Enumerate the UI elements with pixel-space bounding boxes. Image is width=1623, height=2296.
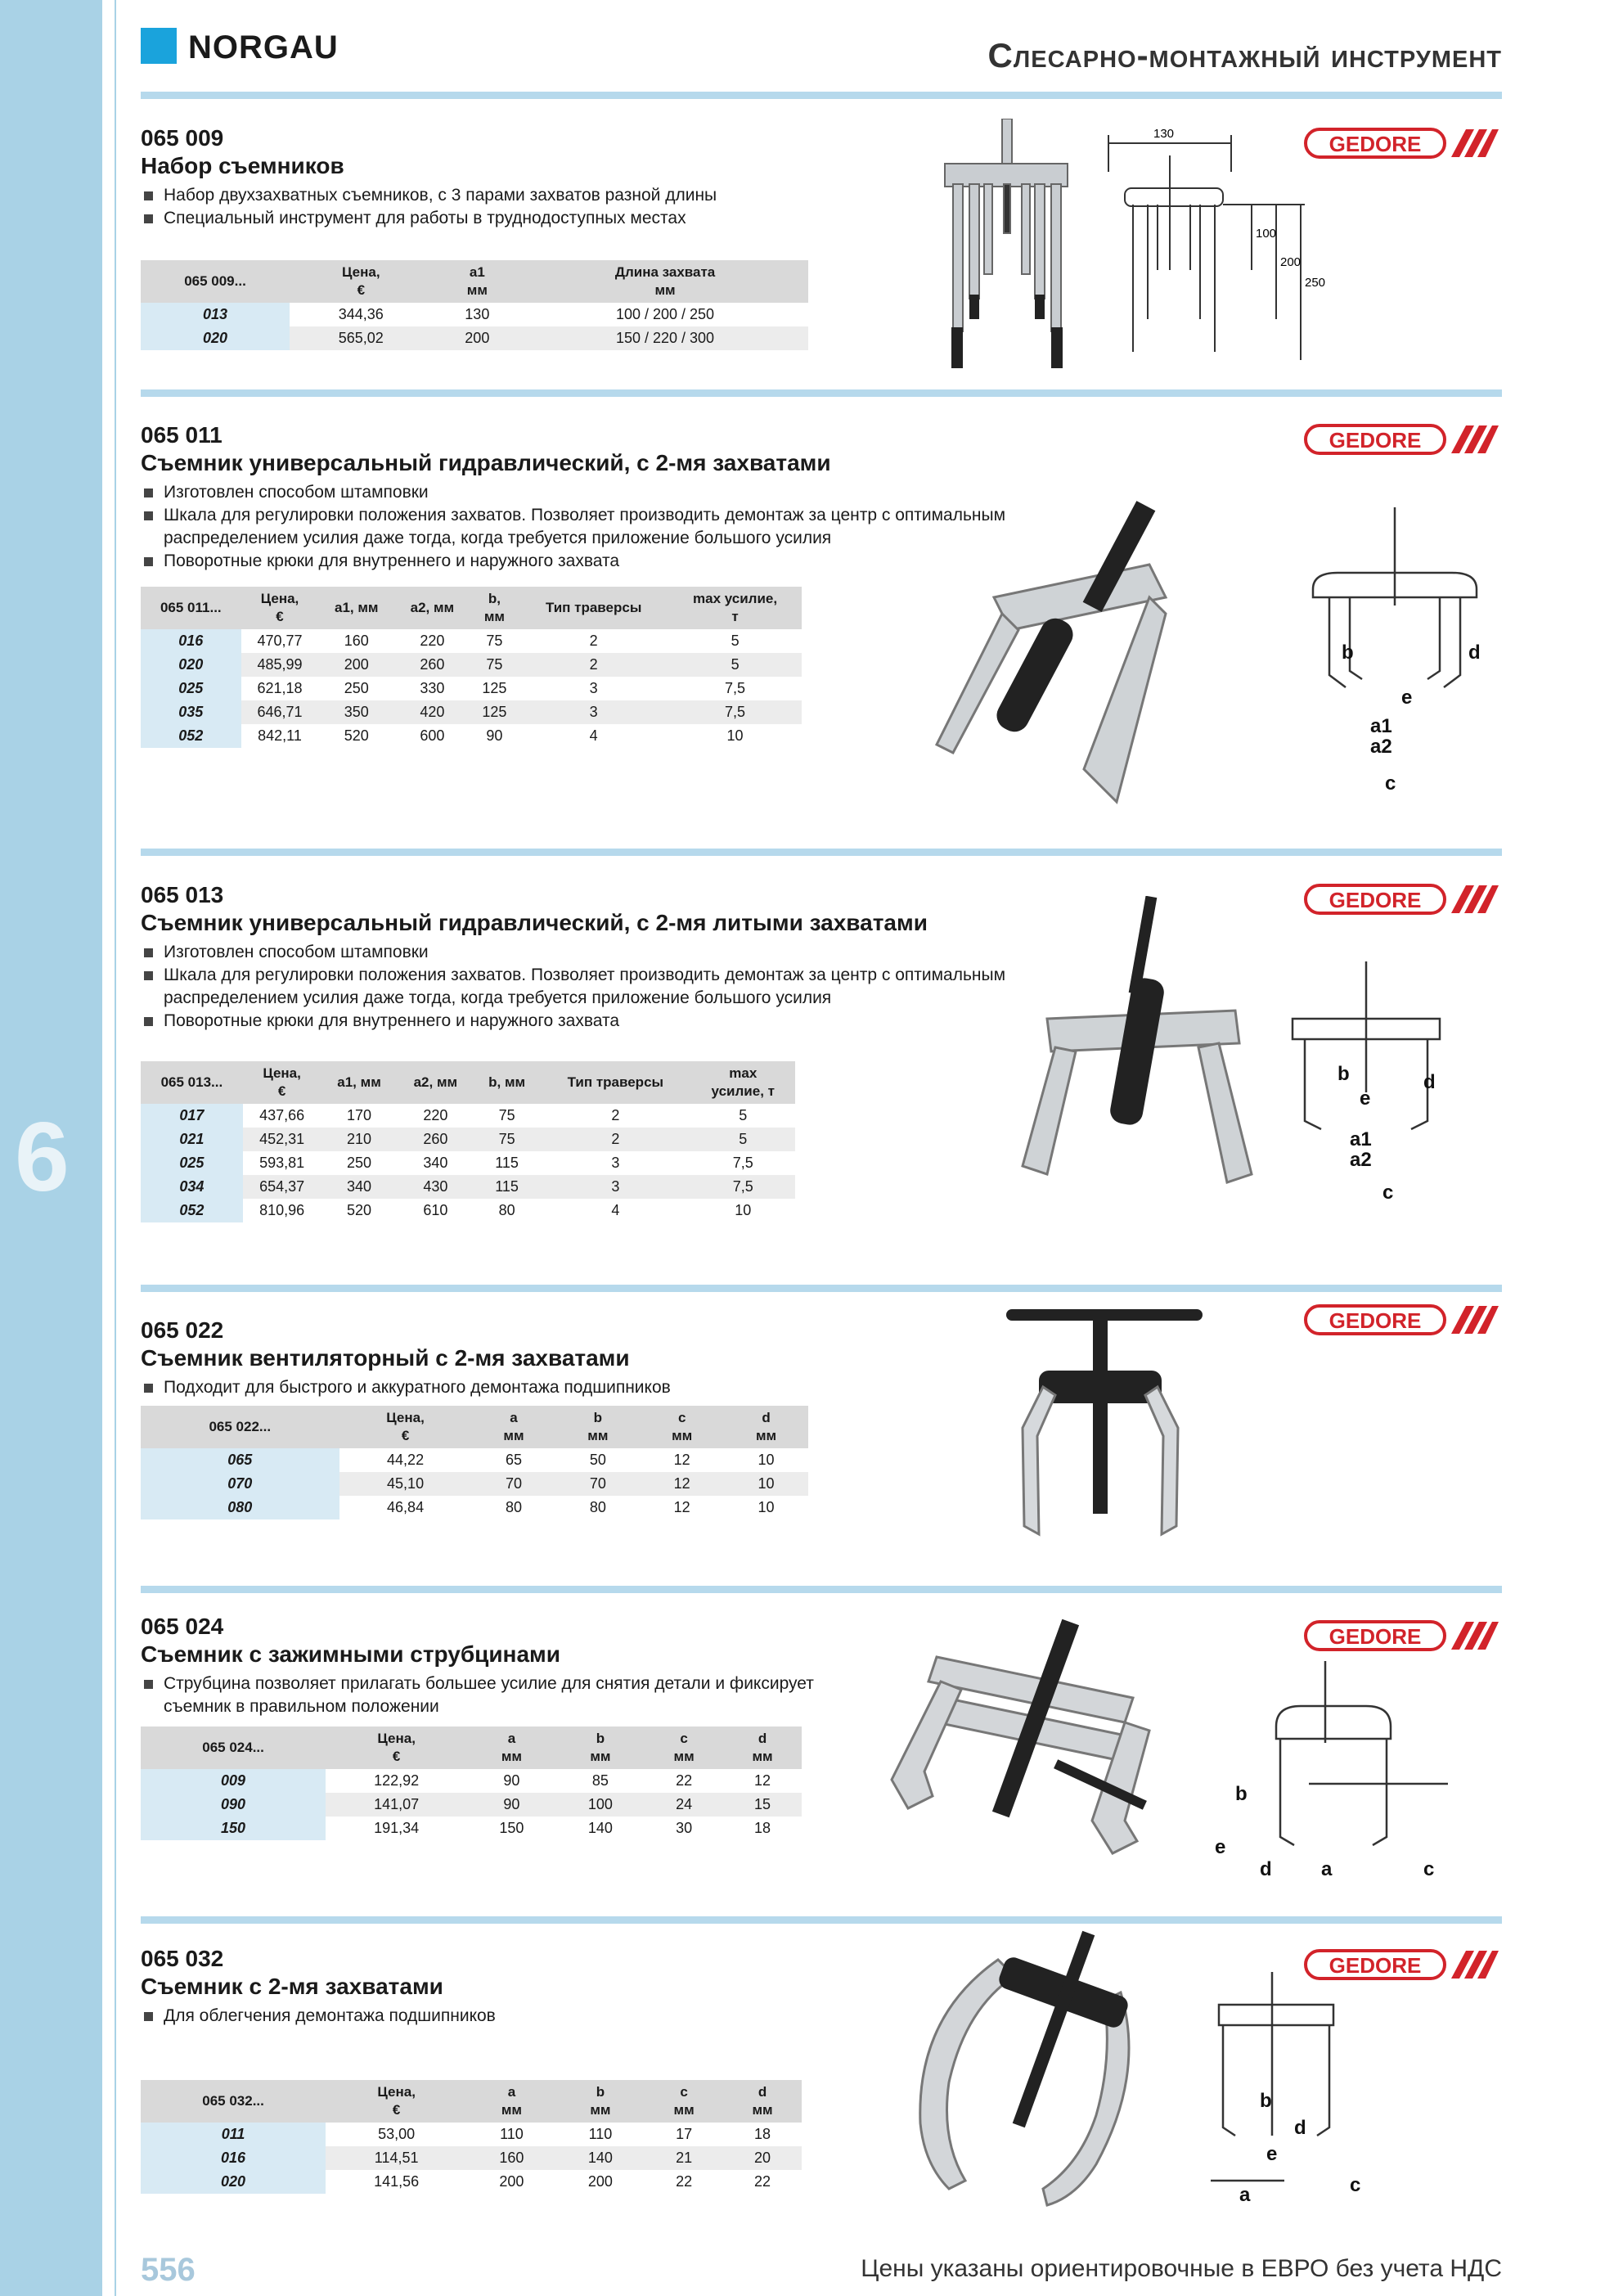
value-cell: 2	[611, 1107, 620, 1123]
value-cell: 2	[519, 653, 668, 677]
value-cell: 80	[505, 1499, 522, 1515]
table-row	[141, 2123, 802, 2146]
dim-label: b	[1342, 642, 1354, 664]
value-cell: 260	[398, 1128, 474, 1151]
article-cell: 025	[141, 1151, 243, 1175]
value-cell: 220	[423, 1107, 448, 1123]
dim-label: c	[1385, 772, 1396, 794]
value-cell: 520	[344, 727, 369, 744]
product-photo-fan-puller	[1006, 1297, 1203, 1542]
dim-label: e	[1360, 1087, 1371, 1110]
gedore-text: GEDORE	[1329, 888, 1422, 912]
feature-item: Подходит для быстрого и аккуратного демонтажа подшипников	[141, 1376, 1502, 1399]
dim-label: e	[1215, 1836, 1226, 1858]
article-cell: 090	[141, 1793, 326, 1817]
table-row	[141, 677, 802, 700]
article-cell: 017	[141, 1104, 243, 1128]
value-cell: 420	[394, 700, 470, 724]
header-cell: 065 024...	[141, 1727, 326, 1769]
article-cell: 070	[141, 1472, 339, 1496]
feature-item: Поворотные крюки для внутреннего и наружного захвата	[141, 1010, 1024, 1033]
header-cell: b, мм	[474, 1061, 540, 1104]
product-name: Съемник с 2-мя захватами	[141, 1974, 443, 1999]
product-code: 065 024	[141, 1614, 224, 1639]
table-row	[141, 1104, 795, 1128]
header-cell: a2, мм	[394, 587, 470, 629]
value-cell: 210	[321, 1128, 397, 1151]
table-header-row	[141, 2080, 802, 2123]
table-row	[141, 1199, 795, 1222]
value-cell: 350	[318, 700, 394, 724]
dim-label: b	[1260, 2090, 1272, 2112]
dim-label: b	[1235, 1783, 1248, 1805]
value-cell: 170	[347, 1107, 372, 1123]
article-cell: 009	[141, 1769, 326, 1793]
value-cell: 2	[589, 633, 598, 649]
table-header-row	[141, 260, 808, 303]
article-cell: 021	[141, 1128, 243, 1151]
price-cell: 141,07	[326, 1793, 467, 1817]
value-cell: 12	[754, 1772, 771, 1789]
product-photo-clamp-puller	[888, 1608, 1182, 1878]
value-cell: 5	[668, 653, 802, 677]
value-cell: 160	[344, 633, 369, 649]
dim-label: d	[1423, 1071, 1436, 1093]
product-name: Съемник универсальный гидравлический, с 2-мя захватами	[141, 450, 831, 475]
price-cell: 485,99	[241, 653, 319, 677]
price-cell: 191,34	[374, 1820, 420, 1836]
value-cell: 75	[486, 633, 503, 649]
table-row	[141, 629, 802, 653]
product-code: 065 013	[141, 882, 224, 907]
price-cell: 46,84	[387, 1499, 425, 1515]
value-cell: 100 / 200 / 250	[615, 306, 715, 322]
dim-label: 200	[1280, 255, 1302, 269]
dim-label: d	[1260, 1858, 1272, 1880]
value-cell: 10	[726, 727, 744, 744]
table-row	[141, 724, 802, 748]
header-cell: max усилие, т	[668, 587, 802, 629]
value-cell: 140	[587, 1820, 613, 1836]
value-cell: 22	[754, 2173, 771, 2190]
price-cell: 437,66	[259, 1107, 305, 1123]
header-cell: Цена, €	[290, 260, 433, 303]
section-divider	[141, 1285, 1502, 1292]
table-row	[141, 1128, 795, 1151]
feature-item: Поворотные крюки для внутреннего и наружного захвата	[141, 550, 1081, 573]
value-cell: 50	[589, 1452, 606, 1468]
dim-label: 250	[1305, 276, 1326, 290]
value-cell: 250	[347, 1155, 372, 1171]
chapter-number: 6	[15, 1102, 70, 1212]
value-cell: 10	[758, 1499, 775, 1515]
price-cell: 141,56	[374, 2173, 420, 2190]
value-cell: 20	[723, 2146, 802, 2170]
value-cell: 160	[467, 2146, 556, 2170]
value-cell: 7,5	[732, 1155, 753, 1171]
value-cell: 70	[555, 1472, 640, 1496]
article-cell: 052	[141, 724, 241, 748]
section-divider	[141, 1916, 1502, 1924]
dim-label: c	[1350, 2174, 1361, 2196]
header-cell: Цена, €	[339, 1406, 472, 1448]
dim-label: a2	[1350, 1149, 1372, 1171]
article-cell: 016	[141, 2146, 326, 2170]
table-row	[141, 326, 808, 350]
table-row	[141, 1175, 795, 1199]
value-cell: 340	[423, 1155, 448, 1171]
value-cell: 80	[589, 1499, 606, 1515]
table-header-row	[141, 587, 802, 629]
price-cell: 646,71	[241, 700, 319, 724]
price-cell: 470,77	[257, 633, 303, 649]
value-cell: 200	[499, 2173, 524, 2190]
value-cell: 12	[640, 1472, 724, 1496]
dim-label: a2	[1370, 736, 1392, 758]
value-cell: 22	[676, 1772, 693, 1789]
article-cell: 011	[141, 2123, 326, 2146]
header-cell: b мм	[556, 2080, 645, 2123]
table-row	[141, 1817, 802, 1840]
article-cell: 080	[141, 1496, 339, 1519]
feature-list	[141, 1376, 1502, 1399]
value-cell: 430	[398, 1175, 474, 1199]
product-name: Набор съемников	[141, 153, 344, 178]
gedore-text: GEDORE	[1329, 1624, 1422, 1649]
product-photo-puller-set	[937, 119, 1076, 372]
header-cell: a1, мм	[321, 1061, 397, 1104]
article-cell: 020	[141, 2170, 326, 2194]
table-row	[141, 653, 802, 677]
dimension-drawing-065-032	[1203, 1972, 1464, 2201]
feature-item: Шкала для регулировки положения захватов. Позволяет производить демонтаж за центр с оптимальным распределением усилия даже тогда, когда требуется приложение большого усилия	[141, 504, 1081, 550]
price-cell: 45,10	[339, 1472, 472, 1496]
dimension-drawing-065-024	[1203, 1661, 1481, 1882]
product-name: Съемник с зажимными струбцинами	[141, 1641, 560, 1667]
value-cell: 610	[423, 1202, 448, 1218]
header-cell: Цена, €	[326, 1727, 467, 1769]
value-cell: 130	[465, 306, 490, 322]
value-cell: 90	[503, 1772, 520, 1789]
gedore-logo	[1304, 422, 1500, 457]
price-cell: 344,36	[338, 306, 384, 322]
header-cell: a1 мм	[433, 260, 522, 303]
article-cell: 020	[141, 653, 241, 677]
price-cell: 593,81	[259, 1155, 305, 1171]
feature-item: Набор двухзахватных съемников, с 3 парами захватов разной длины	[141, 184, 1502, 207]
product-065-022	[141, 1317, 1502, 1399]
value-cell: 150	[499, 1820, 524, 1836]
article-cell: 013	[141, 303, 290, 326]
gedore-logo	[1304, 1618, 1500, 1653]
dim-label: 130	[1153, 127, 1175, 141]
price-cell: 810,96	[259, 1202, 305, 1218]
header-cell: c мм	[645, 2080, 723, 2123]
value-cell: 200	[587, 2173, 613, 2190]
price-cell: 621,18	[257, 680, 303, 696]
value-cell: 5	[739, 1107, 748, 1123]
value-cell: 3	[611, 1155, 620, 1171]
header-cell: a мм	[467, 2080, 556, 2123]
value-cell: 110	[500, 2126, 524, 2142]
value-cell: 2	[540, 1128, 690, 1151]
dim-label: c	[1382, 1182, 1394, 1204]
value-cell: 15	[723, 1793, 802, 1817]
header-cell: Длина захвата мм	[522, 260, 808, 303]
article-cell: 016	[141, 629, 241, 653]
value-cell: 100	[556, 1793, 645, 1817]
gedore-text: GEDORE	[1329, 1308, 1422, 1333]
feature-item: Для облегчения демонтажа подшипников	[141, 2005, 1502, 2028]
value-cell: 12	[673, 1499, 690, 1515]
value-cell: 7,5	[668, 700, 802, 724]
value-cell: 3	[589, 680, 598, 696]
gedore-logo	[1304, 882, 1500, 916]
value-cell: 80	[498, 1202, 515, 1218]
price-cell: 114,51	[326, 2146, 467, 2170]
value-cell: 75	[470, 653, 519, 677]
header-cell: a1, мм	[318, 587, 394, 629]
feature-item: Изготовлен способом штамповки	[141, 481, 1081, 504]
value-cell: 85	[591, 1772, 609, 1789]
product-photo-two-jaw-puller	[900, 1927, 1178, 2222]
price-cell: 122,92	[374, 1772, 420, 1789]
value-cell: 250	[344, 680, 369, 696]
article-cell: 052	[141, 1199, 243, 1222]
table-header-row	[141, 1061, 795, 1104]
value-cell: 110	[588, 2126, 613, 2142]
price-cell: 452,31	[243, 1128, 321, 1151]
header-cell: Цена, €	[243, 1061, 321, 1104]
value-cell: 340	[321, 1175, 397, 1199]
section-divider	[141, 92, 1502, 99]
dim-label: d	[1468, 642, 1481, 664]
article-cell: 035	[141, 700, 241, 724]
dim-label: b	[1338, 1063, 1350, 1085]
dim-label: d	[1294, 2117, 1306, 2139]
value-cell: 220	[420, 633, 445, 649]
spec-table-065-011	[141, 587, 802, 748]
table-row	[141, 1472, 808, 1496]
dimension-drawing-065-013	[1284, 961, 1464, 1207]
article-cell: 150	[141, 1817, 326, 1840]
price-cell: 44,22	[387, 1452, 425, 1468]
product-name: Съемник универсальный гидравлический, с 2-мя литыми захватами	[141, 910, 928, 935]
value-cell: 125	[482, 680, 507, 696]
value-cell: 5	[691, 1128, 795, 1151]
article-cell: 034	[141, 1175, 243, 1199]
value-cell: 21	[645, 2146, 723, 2170]
dim-label: e	[1266, 2143, 1278, 2165]
header-cell: Тип траверсы	[519, 587, 668, 629]
product-photo-hydraulic-puller	[920, 491, 1248, 818]
product-photo-cast-hydraulic-puller	[1014, 896, 1260, 1207]
value-cell: 70	[472, 1472, 556, 1496]
section-divider	[141, 1586, 1502, 1593]
gedore-logo	[1304, 1947, 1500, 1982]
table-row	[141, 2170, 802, 2194]
table-row	[141, 1769, 802, 1793]
value-cell: 115	[495, 1155, 519, 1171]
feature-item: Изготовлен способом штамповки	[141, 941, 1024, 964]
product-code: 065 009	[141, 125, 224, 151]
value-cell: 7,5	[725, 680, 746, 696]
value-cell: 10	[724, 1472, 808, 1496]
value-cell: 520	[347, 1202, 372, 1218]
value-cell: 75	[474, 1128, 540, 1151]
header-cell: Тип траверсы	[540, 1061, 690, 1104]
gedore-text: GEDORE	[1329, 1953, 1422, 1978]
product-name: Съемник вентиляторный с 2-мя захватами	[141, 1345, 630, 1371]
header-cell: max усилие, т	[691, 1061, 795, 1104]
value-cell: 115	[474, 1175, 540, 1199]
dimension-drawing-065-011	[1305, 507, 1485, 794]
value-cell: 140	[556, 2146, 645, 2170]
value-cell: 75	[498, 1107, 515, 1123]
price-cell: 53,00	[378, 2126, 416, 2142]
feature-list	[141, 941, 1024, 1033]
value-cell: 7,5	[691, 1175, 795, 1199]
value-cell: 65	[505, 1452, 522, 1468]
header-cell: d мм	[723, 2080, 802, 2123]
value-cell: 330	[420, 680, 445, 696]
spec-table-065-032	[141, 2080, 802, 2194]
value-cell: 30	[676, 1820, 693, 1836]
page-title: Слесарно-монтажный инструмент	[987, 36, 1502, 74]
header-cell: 065 011...	[141, 587, 241, 629]
dim-label: e	[1401, 687, 1413, 709]
price-cell: 842,11	[258, 727, 302, 744]
value-cell: 3	[540, 1175, 690, 1199]
table-row	[141, 1496, 808, 1519]
page-number: 556	[141, 2252, 196, 2288]
value-cell: 200	[433, 326, 522, 350]
value-cell: 18	[754, 2126, 771, 2142]
gedore-logo	[1304, 1303, 1500, 1337]
article-cell: 020	[141, 326, 290, 350]
gedore-text: GEDORE	[1329, 428, 1422, 452]
value-cell: 260	[394, 653, 470, 677]
header-cell: 065 022...	[141, 1406, 339, 1448]
value-cell: 5	[731, 633, 740, 649]
value-cell: 4	[589, 727, 598, 744]
gedore-text: GEDORE	[1329, 132, 1422, 156]
dim-label: a	[1239, 2184, 1251, 2201]
product-code: 065 032	[141, 1946, 224, 1971]
value-cell: 600	[420, 727, 445, 744]
spec-table-065-009	[141, 260, 808, 350]
table-row	[141, 1793, 802, 1817]
value-cell: 4	[611, 1202, 620, 1218]
price-cell: 654,37	[243, 1175, 321, 1199]
feature-item: Шкала для регулировки положения захватов. Позволяет производить демонтаж за центр с оптимальным распределением усилия даже тогда, когда требуется приложение большого усилия	[141, 964, 1024, 1010]
header-cell: d мм	[723, 1727, 802, 1769]
table-header-row	[141, 1727, 802, 1769]
header-cell: d мм	[724, 1406, 808, 1448]
feature-item: Струбцина позволяет прилагать большее усилие для снятия детали и фиксирует съемник в правильном положении	[141, 1672, 861, 1718]
product-065-011	[141, 422, 1502, 573]
section-divider	[141, 389, 1502, 397]
feature-list	[141, 1672, 861, 1718]
spec-table-065-013	[141, 1061, 795, 1222]
price-cell: 565,02	[290, 326, 433, 350]
gedore-logo	[1304, 126, 1500, 160]
product-code: 065 011	[141, 422, 223, 448]
sidebar-line	[115, 0, 116, 2296]
value-cell: 90	[486, 727, 503, 744]
header-cell: c мм	[640, 1406, 724, 1448]
value-cell: 24	[645, 1793, 723, 1817]
price-note: Цены указаны ориентировочные в ЕВРО без учета НДС	[861, 2255, 1502, 2282]
value-cell: 10	[758, 1452, 775, 1468]
dim-label: a	[1321, 1858, 1333, 1880]
value-cell: 150 / 220 / 300	[522, 326, 808, 350]
brand-logo-text: NORGAU	[188, 29, 339, 65]
dim-label: a1	[1370, 715, 1392, 737]
header-cell: b, мм	[470, 587, 519, 629]
table-row	[141, 1448, 808, 1472]
value-cell: 200	[318, 653, 394, 677]
header-cell: c мм	[645, 1727, 723, 1769]
value-cell: 125	[470, 700, 519, 724]
table-row	[141, 2146, 802, 2170]
value-cell: 18	[754, 1820, 771, 1836]
section-divider	[141, 849, 1502, 856]
dim-label: a1	[1350, 1128, 1372, 1150]
value-cell: 90	[467, 1793, 556, 1817]
product-code: 065 022	[141, 1317, 224, 1343]
table-header-row	[141, 1406, 808, 1448]
value-cell: 3	[519, 700, 668, 724]
header-cell: a мм	[472, 1406, 556, 1448]
brand-logo-square	[141, 28, 177, 64]
value-cell: 10	[735, 1202, 752, 1218]
table-row	[141, 1151, 795, 1175]
article-cell: 025	[141, 677, 241, 700]
header-cell: 065 032...	[141, 2080, 326, 2123]
value-cell: 12	[673, 1452, 690, 1468]
header-cell: 065 009...	[141, 260, 290, 303]
feature-item: Специальный инструмент для работы в труднодоступных местах	[141, 207, 1502, 230]
dimension-drawing-065-009	[1100, 123, 1329, 368]
dim-label: 100	[1256, 227, 1277, 241]
spec-table-065-022	[141, 1406, 808, 1519]
header-cell: a мм	[467, 1727, 556, 1769]
header-cell: Цена, €	[241, 587, 319, 629]
header-cell: 065 013...	[141, 1061, 243, 1104]
article-cell: 065	[141, 1448, 339, 1472]
value-cell: 17	[676, 2126, 693, 2142]
header-cell: a2, мм	[398, 1061, 474, 1104]
table-row	[141, 700, 802, 724]
header-cell: b мм	[555, 1406, 640, 1448]
table-row	[141, 303, 808, 326]
header-cell: b мм	[556, 1727, 645, 1769]
value-cell: 22	[676, 2173, 693, 2190]
header-cell: Цена, €	[326, 2080, 467, 2123]
spec-table-065-024	[141, 1727, 802, 1840]
dim-label: c	[1423, 1858, 1435, 1880]
